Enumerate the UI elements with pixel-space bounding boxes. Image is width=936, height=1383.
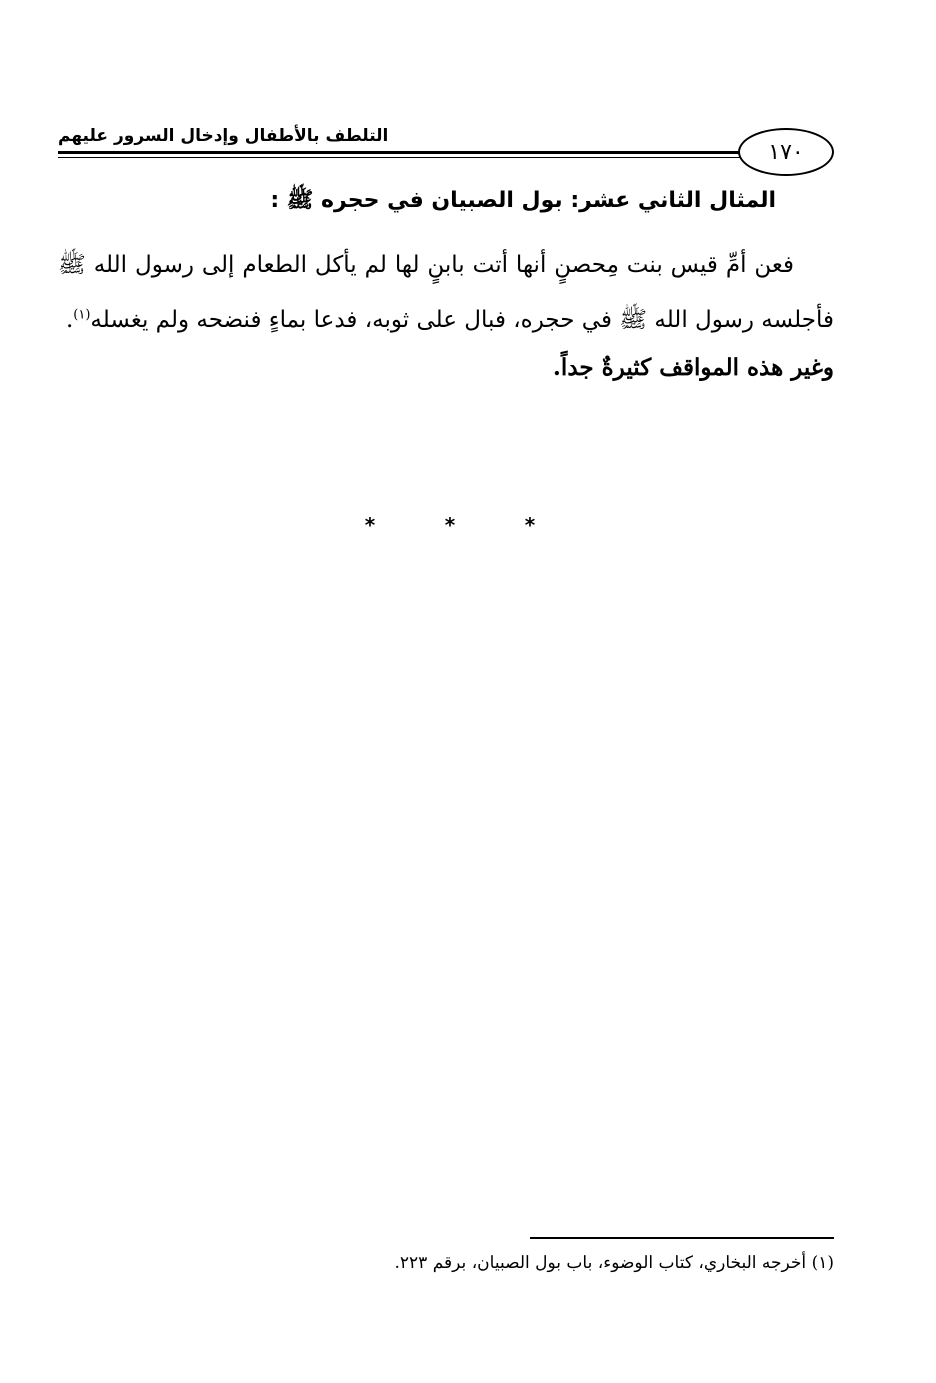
section-heading: المثال الثاني عشر: بول الصبيان في حجره ﷺ :	[270, 188, 776, 213]
header-rule	[58, 151, 748, 154]
page-number-oval	[738, 128, 834, 176]
footnote-text: أخرجه البخاري، كتاب الوضوء، باب بول الصبيان، برقم ٢٢٣.	[394, 1253, 807, 1273]
body-text: فعن أمِّ قيس بنت مِحصنٍ أنها أتت بابنٍ لها لم يأكل الطعام إلى رسول الله ﷺ فأجلسه رسول الله ﷺ في حجره، فبال على ثوبه، فدعا بماءٍ فنضحه ولم يغسله	[58, 252, 834, 333]
section-separator	[360, 510, 540, 540]
footnote-marker: (١)	[811, 1253, 834, 1273]
page-header	[58, 118, 838, 180]
separator-star: *	[364, 513, 376, 537]
conclusion-text: وغير هذه المواقف كثيرةٌ جداً.	[552, 354, 834, 381]
footnote-reference: (١)	[73, 307, 91, 323]
body-end: .	[65, 307, 74, 333]
body-paragraph	[58, 238, 834, 348]
footnote	[230, 1246, 834, 1280]
main-content	[58, 182, 834, 388]
header-rule-thin	[58, 157, 748, 158]
separator-star: *	[444, 513, 456, 537]
separator-star: *	[524, 513, 536, 537]
running-title: التلطف بالأطفال وإدخال السرور عليهم	[58, 126, 389, 146]
page-number: ١٧٠	[768, 139, 804, 165]
footnote-rule	[530, 1237, 834, 1239]
